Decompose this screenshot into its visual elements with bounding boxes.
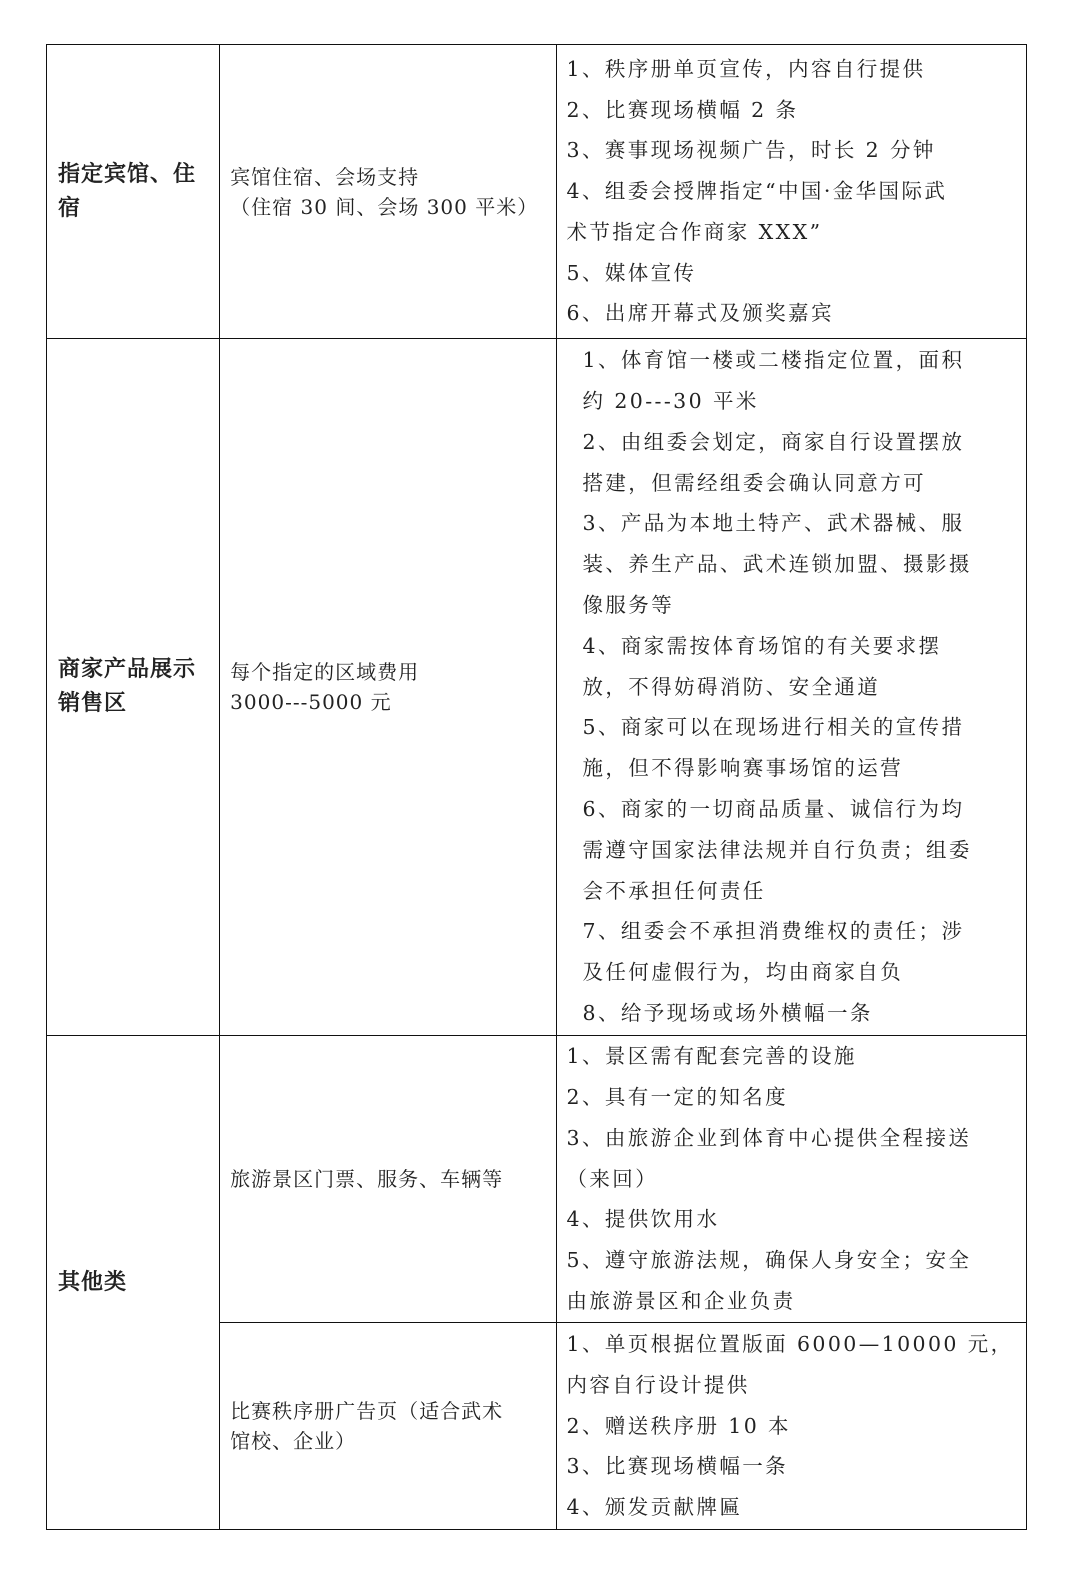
category-cell-other xyxy=(47,1036,220,1530)
benefit-line: 5、媒体宣传 xyxy=(566,260,697,285)
item-line: 馆校、企业） xyxy=(230,1429,357,1453)
benefits-cell-tourism xyxy=(556,1036,1027,1323)
benefit-line: 5、商家可以在现场进行相关的宣传措 xyxy=(582,715,965,740)
item-cell-tourism xyxy=(220,1036,556,1323)
item-cell-hotel xyxy=(220,45,556,339)
benefit-line: 4、提供饮用水 xyxy=(566,1207,720,1232)
benefit-line: 内容自行设计提供 xyxy=(566,1372,750,1397)
benefit-line: 1、景区需有配套完善的设施 xyxy=(566,1044,857,1069)
benefit-line: 5、遵守旅游法规，确保人身安全；安全 xyxy=(566,1248,972,1273)
category-cell-hotel xyxy=(47,45,220,339)
benefit-line: 术节指定合作商家 XXX” xyxy=(566,219,823,244)
benefit-line: 约 20---30 平米 xyxy=(582,389,759,414)
table-row-merchant xyxy=(47,339,1027,1036)
benefit-line: 搭建，但需经组委会确认同意方可 xyxy=(582,470,926,495)
benefits-cell-merchant xyxy=(556,339,1027,1036)
item-cell-merchant xyxy=(220,339,556,1036)
item-cell-program-ad xyxy=(220,1323,556,1530)
category-line: 其他类 xyxy=(58,1269,128,1295)
benefits-cell-hotel xyxy=(556,45,1027,339)
table-row-tourism xyxy=(47,1036,1027,1323)
benefit-line: 1、秩序册单页宣传，内容自行提供 xyxy=(566,56,926,81)
item-line: 每个指定的区域费用 xyxy=(230,660,420,684)
benefit-line: 需遵守国家法律法规并自行负责；组委 xyxy=(582,837,972,862)
sponsorship-table xyxy=(46,44,1027,1530)
benefit-line: 2、具有一定的知名度 xyxy=(566,1085,789,1109)
benefit-line: 3、由旅游企业到体育中心提供全程接送 xyxy=(566,1125,972,1150)
benefit-line: 装、养生产品、武术连锁加盟、摄影摄 xyxy=(582,552,972,577)
table-row-hotel xyxy=(47,45,1027,339)
category-line: 销售区 xyxy=(58,691,128,716)
benefit-line: 2、赠送秩序册 10 本 xyxy=(566,1413,791,1438)
item-line: 旅游景区门票、服务、车辆等 xyxy=(230,1167,504,1191)
item-line: 比赛秩序册广告页（适合武术 xyxy=(230,1399,504,1423)
item-line: （住宿 30 间、会场 300 平米） xyxy=(230,194,539,219)
benefit-line: 由旅游景区和企业负责 xyxy=(566,1288,796,1313)
benefit-line: 8、给予现场或场外横幅一条 xyxy=(582,1000,873,1025)
benefit-line: 4、组委会授牌指定“中国·金华国际武 xyxy=(566,179,948,204)
benefit-line: 1、体育馆一楼或二楼指定位置，面积 xyxy=(582,348,965,373)
item-line: 宾馆住宿、会场支持 xyxy=(230,164,420,189)
benefit-line: 4、商家需按体育场馆的有关要求摆 xyxy=(582,633,942,658)
category-cell-merchant xyxy=(47,339,220,1036)
benefits-cell-program-ad xyxy=(556,1323,1027,1530)
benefit-line: 4、颁发贡献牌匾 xyxy=(566,1495,743,1520)
category-line: 指定宾馆、住 xyxy=(58,161,197,187)
benefit-line: 3、比赛现场横幅一条 xyxy=(566,1454,789,1479)
benefit-line: 及任何虚假行为，均由商家自负 xyxy=(582,960,904,985)
benefit-line: 3、产品为本地土特产、武术器械、服 xyxy=(582,511,965,536)
item-line: 3000---5000 元 xyxy=(230,690,392,714)
benefit-line: 会不承担任何责任 xyxy=(582,878,766,903)
benefit-line: 3、赛事现场视频广告，时长 2 分钟 xyxy=(566,138,936,163)
category-line: 宿 xyxy=(58,195,82,221)
benefit-line: 1、单页根据位置版面 6000—10000 元， xyxy=(566,1332,1014,1356)
benefit-line: 6、商家的一切商品质量、诚信行为均 xyxy=(582,796,965,821)
benefit-line: 像服务等 xyxy=(582,593,675,617)
category-line: 商家产品展示 xyxy=(58,657,197,682)
benefit-line: （来回） xyxy=(566,1166,659,1191)
benefit-line: 2、比赛现场横幅 2 条 xyxy=(566,97,799,122)
benefit-line: 放，不得妨碍消防、安全通道 xyxy=(582,674,881,699)
benefit-line: 2、由组委会划定，商家自行设置摆放 xyxy=(582,429,965,454)
benefit-line: 施，但不得影响赛事场馆的运营 xyxy=(582,756,904,781)
benefit-line: 6、出席开幕式及颁奖嘉宾 xyxy=(566,301,834,326)
benefit-line: 7、组委会不承担消费维权的责任；涉 xyxy=(582,919,965,944)
